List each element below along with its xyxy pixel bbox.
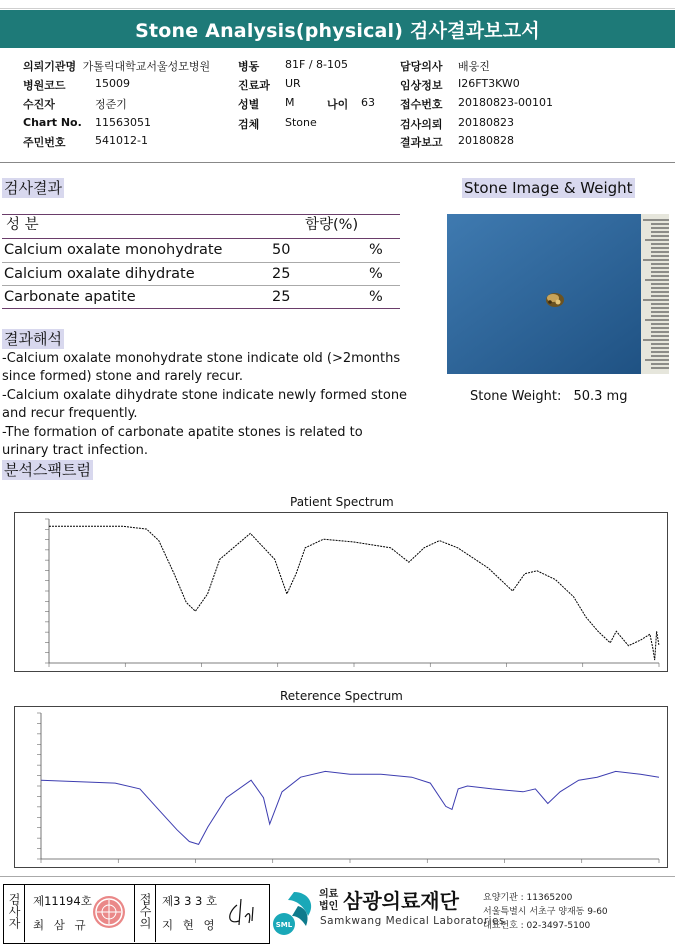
patient-name-label: 수진자 — [23, 98, 55, 111]
doctor-label: 담당의사 — [400, 60, 443, 73]
table-row-name: Carbonate apatite — [4, 289, 136, 305]
component-header: 성 분 — [6, 217, 39, 233]
hospital-code-label: 병원코드 — [23, 79, 66, 92]
header-divider — [0, 162, 675, 163]
chart-no-value: 11563051 — [95, 116, 151, 129]
org-institution-code: 요양기관 : 11365200 — [483, 893, 573, 903]
spectrum-series-line — [49, 526, 659, 660]
resident-no-value: 541012-1 — [95, 134, 148, 147]
table-bottom-rule — [2, 308, 400, 309]
report-date-label: 결과보고 — [400, 136, 443, 149]
request-date-value: 20180823 — [458, 116, 514, 129]
chart-axes — [41, 713, 659, 859]
interpretation-line: -Calcium oxalate monohydrate stone indicate old (>2months — [2, 351, 401, 366]
interpretation-line: since formed) stone and rarely recur. — [2, 369, 243, 384]
stone-weight-label: Stone Weight: — [470, 389, 562, 404]
age-label: 나이 — [327, 98, 349, 111]
resident-no-label: 주민번호 — [23, 136, 66, 149]
sex-value: M — [285, 96, 295, 109]
specimen-value: Stone — [285, 116, 317, 129]
receipt-no-value: 20180823-00101 — [458, 96, 553, 109]
request-date-label: 검사의뢰 — [400, 118, 443, 131]
approver-license-no: 제3 3 3 호 — [162, 894, 218, 908]
seal-pattern-icon — [93, 896, 125, 928]
approver-label: 접수의 — [138, 893, 152, 929]
reference-spectrum-title: Reterence Spectrum — [280, 689, 403, 703]
doctor-value: 배웅진 — [458, 60, 490, 73]
stone-section-title: Stone Image & Weight — [464, 179, 633, 197]
hospital-name-row — [23, 58, 210, 74]
tester-name: 최 삼 규 — [33, 918, 89, 932]
tester-label: 검사자 — [7, 893, 21, 929]
ward-label: 병동 — [238, 60, 260, 73]
report-date-value: 20180828 — [458, 134, 514, 147]
patient-name-value: 정준기 — [95, 98, 127, 111]
patient-spectrum-svg — [15, 513, 667, 671]
table-row-unit: % — [369, 242, 383, 258]
table-row-rule — [2, 262, 400, 263]
sml-logo-icon — [272, 886, 316, 936]
sml-logo-graphic — [272, 886, 316, 936]
reference-spectrum-chart — [14, 706, 668, 868]
signature-scribble-icon — [223, 895, 263, 929]
results-section-title: 검사결과 — [4, 179, 62, 197]
patient-spectrum-chart — [14, 512, 668, 672]
approver-signature-icon — [223, 895, 263, 933]
table-row-value: 25 — [272, 289, 291, 305]
tester-seal-icon — [93, 896, 125, 928]
table-row-unit: % — [369, 289, 383, 305]
org-prefix — [319, 889, 338, 913]
org-english-name: Samkwang Medical Laboratories — [320, 915, 505, 927]
patient-spectrum-title: Patient Spectrum — [290, 495, 394, 509]
stone-photo — [447, 214, 669, 374]
interpretation-line: and recur frequently. — [2, 406, 138, 421]
spectrum-section-title: 분석스팩트럼 — [4, 461, 91, 479]
hospital-label: 의뢰기관명 — [23, 60, 77, 73]
stone-photo-graphic — [447, 214, 669, 374]
table-row-value: 50 — [272, 242, 291, 258]
hospital-value: 가톨릭대학교서울성모병원 — [82, 60, 211, 73]
table-header-rule — [2, 238, 400, 239]
interpretation-line: urinary tract infection. — [2, 443, 148, 458]
sml-logo-text: SML — [275, 921, 293, 929]
signature-box-divider — [24, 884, 25, 942]
ward-value: 81F / 8-105 — [285, 58, 348, 71]
clinical-info-label: 임상정보 — [400, 79, 443, 92]
table-row-name: Calcium oxalate monohydrate — [4, 242, 223, 258]
hospital-code-value: 15009 — [95, 77, 130, 90]
tester-license-no: 제11194호 — [33, 894, 92, 908]
interpretation-line: -Calcium oxalate dihydrate stone indicate newly formed stone — [2, 388, 408, 403]
org-phone: 대표번호 : 02-3497-5100 — [483, 921, 591, 931]
report-title: Stone Analysis(physical) 검사결과보고서 — [0, 10, 675, 48]
reference-spectrum-svg — [15, 707, 667, 867]
interpretation-line: -The formation of carbonate apatite stones is related to — [2, 425, 363, 440]
org-address: 서울특별시 서초구 양재동 9-60 — [483, 907, 608, 917]
stone-weight — [470, 389, 627, 404]
sex-label: 성별 — [238, 98, 260, 111]
interpretation-section-title: 결과해석 — [4, 330, 62, 348]
org-prefix-line: 의료 — [319, 889, 339, 900]
clinical-info-value: I26FT3KW0 — [458, 77, 520, 90]
top-strip — [0, 0, 675, 9]
table-row-name: Calcium oxalate dihydrate — [4, 266, 195, 282]
table-row-unit: % — [369, 266, 383, 282]
content-header: 함량(%) — [305, 217, 359, 233]
table-row-value: 25 — [272, 266, 291, 282]
department-label: 진료과 — [238, 79, 270, 92]
org-prefix-line: 법인 — [319, 901, 339, 912]
chart-no-label: Chart No. — [23, 116, 82, 129]
specimen-label: 검체 — [238, 118, 260, 131]
receipt-no-label: 접수번호 — [400, 98, 443, 111]
stone-weight-value: 50.3 mg — [573, 389, 628, 404]
department-value: UR — [285, 77, 301, 90]
org-name: 삼광의료재단 — [343, 889, 459, 913]
spectrum-series-line — [41, 771, 659, 844]
age-value: 63 — [361, 96, 375, 109]
signature-box-divider — [155, 884, 156, 942]
signature-box-divider — [134, 884, 135, 942]
table-row-rule — [2, 285, 400, 286]
footer-divider — [0, 876, 675, 877]
approver-name: 지 현 영 — [162, 918, 218, 932]
